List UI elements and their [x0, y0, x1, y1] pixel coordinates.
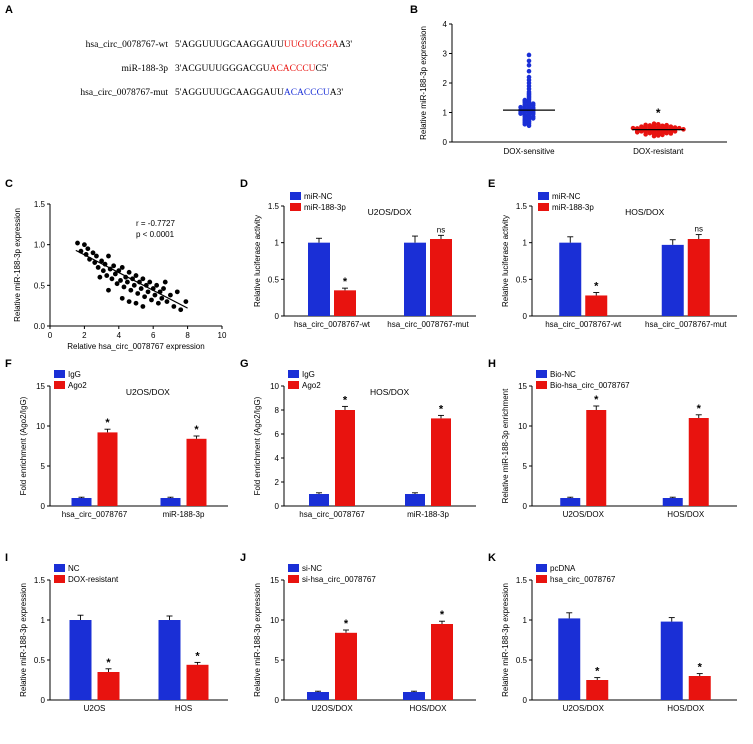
legend-swatch [538, 192, 549, 200]
significance-marker: * [106, 656, 111, 669]
y-tick-label: 3 [442, 49, 447, 59]
bar [404, 243, 426, 316]
legend-label: pcDNA [550, 564, 576, 573]
bar [335, 633, 357, 700]
data-point [97, 275, 102, 280]
y-tick-label: 15 [518, 382, 527, 391]
y-tick-label: 1 [442, 108, 447, 118]
legend-label: si-NC [302, 564, 322, 573]
legend-label: NC [68, 564, 80, 573]
y-tick-label: 0.5 [515, 656, 527, 665]
data-point [518, 105, 523, 110]
y-tick-label: 0.0 [33, 322, 45, 331]
y-axis-title: Relative miR-188-3p expression [501, 583, 510, 697]
bar [70, 620, 92, 700]
x-tick-label: hsa_circ_0078767 [61, 510, 128, 519]
bar [72, 498, 92, 506]
bar [98, 432, 118, 506]
x-tick-label: U2OS [83, 704, 106, 713]
legend-swatch [288, 370, 299, 378]
panel-E-chart [486, 188, 751, 356]
y-tick-label: 10 [270, 616, 279, 625]
sequence-name: miR-188-3p [121, 64, 168, 74]
sequence-text: 3'ACGUUUGGGACGUACACCCUC5' [175, 64, 329, 74]
chart-title: U2OS/DOX [125, 387, 170, 397]
panel-label-F: F [5, 358, 12, 370]
x-tick-label: DOX-sensitive [503, 147, 555, 156]
legend-label: si-hsa_circ_0078767 [302, 575, 376, 584]
significance-marker: * [343, 618, 349, 630]
x-tick-label: U2OS/DOX [562, 510, 604, 519]
significance-marker: * [594, 280, 599, 293]
data-point [85, 246, 90, 251]
panel-label-D: D [240, 178, 248, 190]
data-point [669, 131, 674, 136]
data-point [120, 296, 125, 301]
bar [689, 418, 709, 506]
x-tick-label: HOS/DOX [667, 510, 705, 519]
panel-label-J: J [240, 552, 247, 564]
legend-label: miR-188-3p [304, 203, 346, 212]
data-point [523, 120, 528, 125]
correlation-r: r = -0.7727 [136, 219, 175, 228]
data-point [110, 276, 115, 281]
y-tick-label: 0 [274, 312, 279, 321]
data-point [139, 286, 144, 291]
y-tick-label: 1.5 [33, 576, 45, 585]
panel-D-chart [238, 188, 488, 356]
trend-line [76, 250, 188, 308]
x-tick-label: 10 [217, 331, 227, 340]
data-point [660, 133, 665, 138]
data-point [134, 273, 139, 278]
panel-F-chart [4, 368, 236, 548]
panel-label-E: E [488, 178, 496, 190]
x-tick-label: 6 [150, 331, 156, 340]
y-tick-label: 0.5 [33, 281, 45, 291]
y-tick-label: 0 [522, 502, 527, 511]
data-point [531, 101, 536, 106]
significance-marker: * [438, 403, 444, 416]
chart-title: U2OS/DOX [367, 207, 412, 217]
data-point [168, 293, 173, 298]
data-point [153, 293, 158, 298]
bar [661, 622, 683, 700]
y-tick-label: 0.5 [515, 275, 527, 285]
data-point [159, 296, 164, 301]
x-tick-label: U2OS/DOX [311, 704, 353, 713]
bar [307, 692, 329, 700]
y-tick-label: 1.5 [33, 200, 45, 209]
y-tick-label: 0 [442, 138, 447, 147]
panel-B-chart [408, 10, 753, 172]
data-point [140, 304, 145, 309]
significance-marker: * [594, 394, 599, 406]
legend-swatch [536, 564, 547, 572]
data-point [142, 294, 147, 299]
x-tick-label: 2 [82, 331, 87, 340]
y-tick-label: 5 [522, 462, 527, 471]
significance-marker: ns [436, 225, 446, 235]
y-tick-label: 2 [442, 79, 447, 88]
bar [159, 620, 181, 700]
data-point [128, 288, 133, 293]
data-point [156, 301, 161, 306]
bar [187, 665, 209, 700]
y-tick-label: 1.5 [267, 202, 279, 211]
y-tick-label: 6 [274, 430, 279, 439]
x-tick-label: hsa_circ_0078767-mut [645, 320, 727, 329]
data-point [104, 273, 109, 278]
legend-swatch [536, 381, 547, 389]
bar [663, 498, 683, 506]
y-tick-label: 0 [40, 502, 45, 511]
panel-label-C: C [5, 178, 13, 190]
legend-swatch [288, 564, 299, 572]
y-tick-label: 0 [40, 696, 45, 705]
bar [334, 290, 356, 316]
significance-marker: * [105, 417, 110, 430]
y-tick-label: 1 [522, 616, 527, 625]
sequence-name: hsa_circ_0078767-wt [85, 40, 168, 50]
data-point [163, 280, 168, 285]
data-point [94, 254, 99, 259]
y-tick-label: 0 [522, 312, 527, 321]
data-point [154, 283, 159, 288]
panel-K-chart [486, 562, 751, 742]
data-point [106, 254, 111, 259]
sequence-name: hsa_circ_0078767-mut [80, 88, 168, 98]
x-tick-label: hsa_circ_0078767 [299, 510, 365, 519]
data-point [527, 63, 532, 68]
data-point [178, 307, 183, 312]
bar [586, 410, 606, 506]
data-point [132, 283, 137, 288]
bar [560, 498, 580, 506]
bar [403, 692, 425, 700]
significance-marker: * [595, 665, 600, 678]
data-point [656, 133, 661, 138]
y-tick-label: 15 [36, 382, 45, 391]
legend-swatch [54, 381, 65, 389]
sequence-row [18, 88, 352, 98]
data-point [652, 134, 657, 139]
panel-label-B: B [410, 4, 418, 16]
y-axis-title: Relative miR-188-3p expression [419, 26, 428, 140]
legend-label: IgG [68, 370, 81, 379]
data-point [118, 278, 123, 283]
y-tick-label: 0 [522, 696, 527, 705]
y-axis-title: Relative miR-188-3p enrichment [501, 388, 510, 504]
x-tick-label: HOS [174, 704, 193, 713]
y-tick-label: 10 [518, 422, 527, 431]
bar [187, 439, 207, 506]
bar [430, 239, 452, 316]
panel-H-chart [486, 368, 751, 548]
x-axis-title: Relative hsa_circ_0078767 expression [67, 342, 205, 351]
data-point [127, 270, 132, 275]
chart-title: HOS/DOX [625, 207, 665, 217]
sequence-text: 5'AGGUUUGCAAGGAUUACACCCUA3' [175, 88, 344, 98]
sequence-row [18, 40, 352, 50]
panel-I-chart [4, 562, 236, 742]
y-axis-title: Fold enrichment (Ago2/IgG) [19, 396, 28, 496]
sequence-alignment [18, 40, 352, 112]
legend-label: IgG [302, 370, 315, 379]
panel-label-A: A [5, 4, 13, 16]
chart-title: HOS/DOX [369, 387, 410, 397]
bar [431, 418, 451, 506]
significance-marker: * [195, 650, 200, 663]
significance-marker: * [342, 394, 348, 407]
x-tick-label: HOS/DOX [667, 704, 705, 713]
legend-label: hsa_circ_0078767 [550, 575, 616, 584]
bar [586, 680, 608, 700]
significance-marker: ns [694, 224, 703, 234]
panel-C-chart [4, 188, 236, 356]
data-point [527, 75, 532, 80]
data-point [120, 265, 125, 270]
legend-label: Ago2 [302, 381, 321, 390]
x-tick-label: HOS/DOX [409, 704, 447, 713]
x-tick-label: 4 [116, 331, 122, 340]
y-tick-label: 5 [274, 656, 279, 665]
y-tick-label: 0 [274, 502, 279, 511]
significance-marker: * [194, 424, 199, 436]
y-axis-title: Relative miR-188-3p expression [13, 208, 22, 322]
y-axis-title: Fold enrichment (Ago2/IgG) [253, 396, 262, 496]
bar [585, 295, 607, 316]
bar [309, 494, 329, 506]
data-point [639, 124, 644, 129]
data-point [643, 132, 648, 137]
significance-marker: * [439, 609, 445, 622]
data-point [149, 298, 154, 303]
y-tick-label: 0 [274, 696, 279, 705]
y-tick-label: 8 [274, 406, 279, 415]
x-tick-label: miR-188-3p [162, 510, 205, 519]
bar [662, 245, 684, 316]
y-tick-label: 10 [36, 422, 45, 431]
bar [688, 239, 710, 316]
x-tick-label: miR-188-3p [407, 510, 449, 519]
panel-label-H: H [488, 358, 496, 370]
legend-label: miR-NC [552, 192, 581, 201]
legend-swatch [536, 370, 547, 378]
data-point [82, 242, 87, 247]
data-point [652, 121, 657, 126]
data-point [648, 123, 653, 128]
data-point [127, 299, 132, 304]
x-tick-label: 8 [185, 331, 190, 340]
y-tick-label: 10 [270, 382, 279, 391]
data-point [527, 53, 532, 58]
panel-J-chart [238, 562, 488, 742]
y-tick-label: 1.5 [515, 202, 527, 211]
y-tick-label: 2 [274, 478, 279, 487]
bar [98, 672, 120, 700]
legend-swatch [536, 575, 547, 583]
legend-swatch [54, 370, 65, 378]
x-tick-label: hsa_circ_0078767-mut [387, 320, 469, 329]
legend-swatch [290, 192, 301, 200]
x-tick-label: hsa_circ_0078767-wt [293, 320, 371, 329]
x-tick-label: hsa_circ_0078767-wt [545, 320, 622, 329]
legend-swatch [288, 381, 299, 389]
y-axis-title: Relative miR-188-3p expression [253, 583, 262, 697]
y-tick-label: 1.0 [33, 240, 45, 250]
data-point [643, 123, 648, 128]
y-tick-label: 1.5 [515, 576, 527, 585]
y-tick-label: 5 [40, 462, 45, 471]
data-point [161, 286, 166, 291]
legend-label: miR-NC [304, 192, 333, 201]
y-tick-label: 1 [522, 238, 527, 248]
legend-swatch [288, 575, 299, 583]
data-point [75, 241, 80, 246]
data-point [101, 268, 106, 273]
sequence-text: 5'AGGUUUGCAAGGAUUUUGUGGGAA3' [175, 40, 353, 50]
bar [558, 618, 580, 700]
data-point [122, 285, 127, 290]
legend-label: Ago2 [68, 381, 87, 390]
data-point [96, 265, 101, 270]
bar [405, 494, 425, 506]
panel-G-chart [238, 368, 488, 548]
data-point [135, 291, 140, 296]
bar [161, 498, 181, 506]
significance-marker: * [342, 276, 348, 289]
data-point [660, 123, 665, 128]
significance-marker: * [697, 661, 702, 674]
legend-swatch [290, 203, 301, 211]
panel-label-I: I [5, 552, 9, 564]
y-tick-label: 1 [40, 616, 45, 625]
x-tick-label: U2OS/DOX [562, 704, 604, 713]
bar [431, 624, 453, 700]
bar [689, 676, 711, 700]
bar [308, 243, 330, 316]
bar [335, 410, 355, 506]
bar [559, 243, 581, 316]
legend-swatch [538, 203, 549, 211]
significance-marker: * [655, 105, 661, 120]
y-tick-label: 0.5 [33, 656, 45, 665]
y-tick-label: 4 [274, 454, 279, 463]
data-point [106, 288, 111, 293]
y-tick-label: 15 [270, 576, 279, 585]
data-point [669, 124, 674, 129]
y-axis-title: Relative luciferase activity [501, 214, 510, 308]
correlation-p: p < 0.0001 [136, 230, 175, 239]
data-point [523, 98, 528, 103]
data-point [165, 299, 170, 304]
sequence-row [18, 64, 352, 74]
legend-label: DOX-resistant [68, 575, 119, 584]
legend-swatch [54, 564, 65, 572]
panel-label-K: K [488, 552, 496, 564]
data-point [527, 59, 532, 64]
y-tick-label: 0.5 [267, 275, 279, 285]
x-tick-label: 0 [47, 331, 53, 340]
data-point [147, 280, 152, 285]
y-axis-title: Relative luciferase activity [253, 214, 262, 308]
legend-label: miR-188-3p [552, 203, 594, 212]
data-point [134, 301, 139, 306]
panel-label-G: G [240, 358, 249, 370]
data-point [146, 289, 151, 294]
data-point [656, 122, 661, 127]
data-point [183, 299, 188, 304]
data-point [527, 69, 532, 74]
x-tick-label: DOX-resistant [633, 147, 684, 156]
legend-label: Bio-NC [550, 370, 576, 379]
legend-swatch [54, 575, 65, 583]
data-point [664, 123, 669, 128]
data-point [140, 276, 145, 281]
legend-label: Bio-hsa_circ_0078767 [550, 381, 630, 390]
data-point [125, 280, 130, 285]
y-axis-title: Relative miR-188-3p expression [19, 583, 28, 697]
data-point [171, 304, 176, 309]
y-tick-label: 4 [442, 20, 447, 29]
y-tick-label: 1 [274, 238, 279, 248]
data-point [175, 289, 180, 294]
significance-marker: * [696, 402, 701, 415]
data-point [111, 263, 116, 268]
